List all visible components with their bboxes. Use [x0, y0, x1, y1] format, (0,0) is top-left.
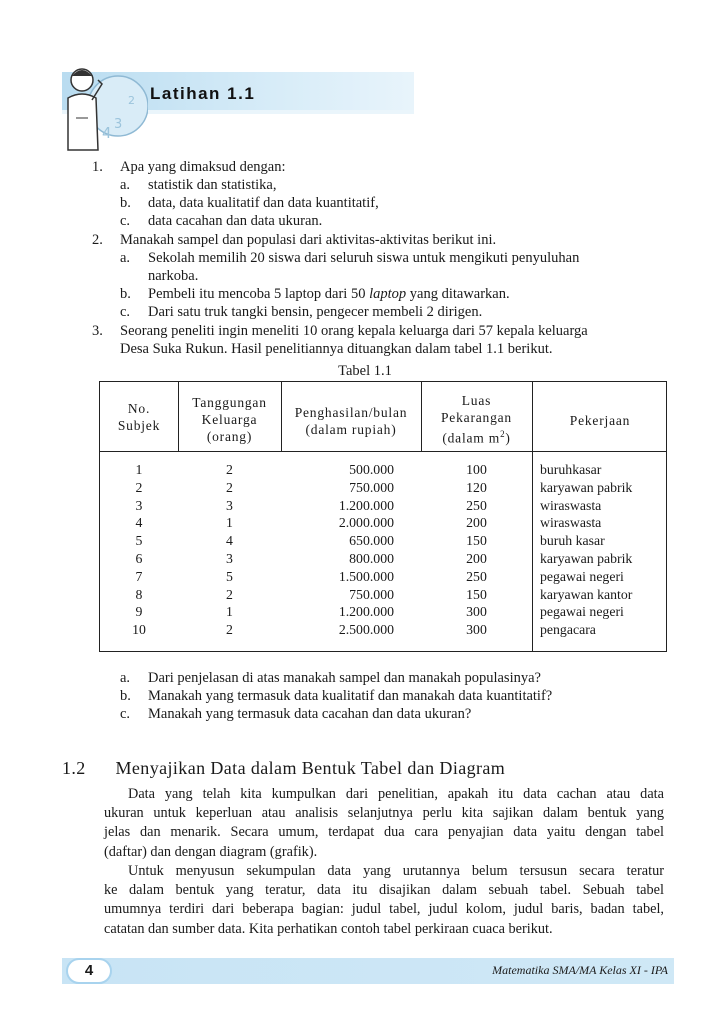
table-header-no-line2: Subjek [117, 418, 161, 433]
table-cell-tanggungan: 2 [226, 462, 233, 477]
question-1-number: 1. [92, 159, 103, 175]
table-cell-pekerjaan: wiraswasta [540, 515, 602, 531]
thinking-student-illustration-icon [58, 58, 148, 158]
table-caption: Tabel 1.1 [338, 363, 392, 379]
table-header-penghasilan-line1: Penghasilan/bulan [294, 405, 408, 420]
table-cell-tanggungan: 2 [226, 586, 233, 602]
table-cell-tanggungan: 3 [226, 497, 233, 513]
question-2c-letter: c. [120, 304, 131, 320]
table-cell-luas: 120 [466, 479, 487, 495]
table-cell-penghasilan: 1.200.000 [338, 497, 394, 513]
table-cell-penghasilan: 2.500.000 [338, 622, 394, 638]
table-header-luas-line1: Luas [461, 393, 492, 408]
table-cell-pekerjaan: karyawan pabrik [540, 479, 633, 495]
question-2b-letter: b. [120, 286, 131, 302]
data-table [99, 381, 667, 652]
table-cell-no: 1 [135, 462, 143, 477]
question-1a-letter: a. [120, 177, 131, 193]
paragraph-line: ukuran untuk keperluan atau analisis selanjutnya perlu kita sajikan dalam bentuk yang [104, 805, 664, 822]
table-header-pekerjaan [532, 412, 668, 429]
question-1b-text: data, data kualitatif dan data kuantitatif, [148, 195, 379, 211]
paragraph-line: umumnya terdiri dari beberapa bagian: judul tabel, judul kolom, judul baris, badan tabel, [104, 901, 664, 918]
table-cell-penghasilan: 750.000 [349, 479, 394, 495]
table-cell-tanggungan: 1 [226, 604, 233, 620]
svg-text:2: 2 [128, 94, 135, 107]
question-2b-text-post: yang ditawarkan. [406, 286, 510, 302]
table-header-tanggungan-line2: Keluarga [201, 412, 258, 427]
table-cell-no: 4 [135, 515, 143, 531]
table-cell-tanggungan: 2 [226, 479, 233, 495]
question-2a-text-line1: Sekolah memilih 20 siswa dari seluruh siswa untuk mengikuti penyuluhan [148, 250, 580, 266]
table-cell-luas: 150 [466, 586, 487, 602]
table-cell-luas: 300 [466, 622, 487, 638]
question-2b-text [148, 285, 510, 303]
table-header-luas-close: ) [505, 430, 511, 446]
table-cell-penghasilan: 2.000.000 [338, 515, 394, 531]
table-header-penghasilan [281, 404, 421, 438]
question-2a-letter: a. [120, 250, 131, 266]
table-cell-penghasilan: 500.000 [349, 462, 394, 477]
table-header-luas-line3 [421, 426, 532, 447]
table-cell-penghasilan: 1.500.000 [338, 568, 394, 584]
question-2-number: 2. [92, 232, 103, 248]
table-cell-no: 8 [135, 586, 143, 602]
table-header-divider [100, 451, 666, 452]
question-1a-text: statistik dan statistika, [148, 177, 277, 193]
page-number: 4 [66, 958, 112, 984]
table-cell-tanggungan: 4 [226, 533, 233, 549]
followup-a-text: Dari penjelasan di atas manakah sampel dan manakah populasinya? [148, 670, 541, 686]
table-cell-no: 2 [135, 479, 143, 495]
table-cell-luas: 250 [466, 568, 487, 584]
paragraph-line: ke dalam bentuk yang teratur, data itu disajikan dalam sebuah tabel. Sebuah tabel [104, 882, 664, 899]
table-cell-pekerjaan: karyawan pabrik [540, 550, 633, 566]
table-cell-penghasilan: 1.200.000 [338, 604, 394, 620]
paragraph-line: Data yang telah kita kumpulkan dari penelitian, apakah itu data cachan atau data [128, 786, 664, 802]
table-cell-pekerjaan: buruh kasar [540, 533, 605, 549]
table-cell-no: 5 [135, 533, 143, 549]
svg-text:3: 3 [114, 117, 123, 132]
paragraph-line: catatan dan sumber data. Kita perhatikan contoh tabel perkiraan cuaca berikut. [104, 920, 553, 937]
table-cell-tanggungan: 2 [226, 622, 233, 638]
table-column-luas [421, 461, 532, 639]
table-column-pekerjaan [540, 461, 666, 639]
question-1c-letter: c. [120, 213, 131, 229]
table-column-tanggungan [178, 461, 281, 639]
paragraph-1 [104, 785, 664, 862]
question-2b-text-italic: laptop [369, 286, 407, 302]
section-title-text: Menyajikan Data dalam Bentuk Tabel dan Diagram [115, 758, 506, 778]
followup-c-text: Manakah yang termasuk data cacahan dan data ukuran? [148, 706, 472, 722]
table-header-tanggungan-line3: (orang) [206, 429, 253, 444]
table-cell-no: 6 [135, 550, 143, 566]
table-header-luas-line2: Pekarangan [441, 410, 512, 425]
question-3-number: 3. [92, 323, 103, 339]
table-cell-luas: 150 [466, 533, 487, 549]
table-column-penghasilan [281, 461, 394, 639]
question-3-text-line2: Desa Suka Rukun. Hasil penelitiannya dituangkan dalam tabel 1.1 berikut. [120, 341, 553, 357]
question-1-text: Apa yang dimaksud dengan: [120, 159, 286, 175]
table-column-no [100, 461, 178, 639]
table-cell-penghasilan: 750.000 [349, 586, 394, 602]
table-cell-pekerjaan: buruhkasar [540, 462, 602, 477]
paragraph-2 [104, 862, 664, 939]
table-cell-pekerjaan: wiraswasta [540, 497, 602, 513]
question-2-text: Manakah sampel dan populasi dari aktivitas-aktivitas berikut ini. [120, 232, 497, 248]
section-number: 1.2 [62, 758, 86, 778]
footer-book-title: Matematika SMA/MA Kelas XI - IPA [492, 963, 668, 977]
table-cell-luas: 200 [466, 515, 487, 531]
table-cell-tanggungan: 3 [226, 550, 233, 566]
table-cell-penghasilan: 800.000 [349, 550, 394, 566]
table-cell-pekerjaan: pegawai negeri [540, 568, 624, 584]
table-header-penghasilan-line2: (dalam rupiah) [305, 422, 397, 437]
table-cell-no: 9 [135, 604, 143, 620]
table-header-luas-exponent: 2 [500, 429, 506, 439]
table-header-tanggungan-line1: Tanggungan [192, 395, 267, 410]
table-header-no [100, 400, 178, 434]
table-header-tanggungan [178, 394, 281, 445]
table-cell-no: 3 [135, 497, 143, 513]
question-1b-letter: b. [120, 195, 131, 211]
table-cell-luas: 250 [466, 497, 487, 513]
followup-b-letter: b. [120, 688, 131, 704]
exercise-title: Latihan 1.1 [150, 84, 256, 103]
followup-b-text: Manakah yang termasuk data kualitatif dan manakah data kuantitatif? [148, 688, 553, 704]
table-cell-luas: 200 [466, 550, 487, 566]
question-3-text-line1: Seorang peneliti ingin meneliti 10 orang kepala keluarga dari 57 kepala keluarga [120, 323, 588, 339]
question-2a-text-line2: narkoba. [148, 268, 199, 284]
table-header-no-line1: No. [127, 401, 151, 416]
question-1c-text: data cacahan dan data ukuran. [148, 213, 323, 229]
section-heading [62, 758, 505, 779]
table-cell-no: 7 [135, 568, 143, 584]
table-cell-penghasilan: 650.000 [349, 533, 394, 549]
table-cell-luas: 300 [466, 604, 487, 620]
followup-c-letter: c. [120, 706, 131, 722]
paragraph-line: (daftar) dan dengan diagram (grafik). [104, 843, 318, 860]
table-cell-luas: 100 [466, 462, 487, 477]
table-cell-tanggungan: 1 [226, 515, 233, 531]
paragraph-line: jelas dan menarik. Secara umum, terdapat dua cara penyajian data yaitu dengan tabel [104, 824, 664, 841]
table-cell-pekerjaan: pengacara [540, 622, 596, 638]
table-header-pekerjaan-line1: Pekerjaan [569, 413, 631, 428]
table-cell-pekerjaan: karyawan kantor [540, 586, 633, 602]
question-2b-text-pre: Pembeli itu mencoba 5 laptop dari 50 [148, 286, 370, 302]
question-2c-text: Dari satu truk tangki bensin, pengecer membeli 2 dirigen. [148, 304, 483, 320]
table-cell-no: 10 [132, 622, 146, 638]
paragraph-line: Untuk menyusun sekumpulan data yang urutannya belum tersusun secara teratur [128, 863, 664, 879]
svg-text:4: 4 [102, 124, 112, 142]
table-cell-pekerjaan: pegawai negeri [540, 604, 624, 620]
followup-a-letter: a. [120, 670, 131, 686]
table-header-luas [421, 392, 532, 447]
table-header-luas-unit: (dalam m [442, 430, 501, 446]
table-cell-tanggungan: 5 [226, 568, 233, 584]
